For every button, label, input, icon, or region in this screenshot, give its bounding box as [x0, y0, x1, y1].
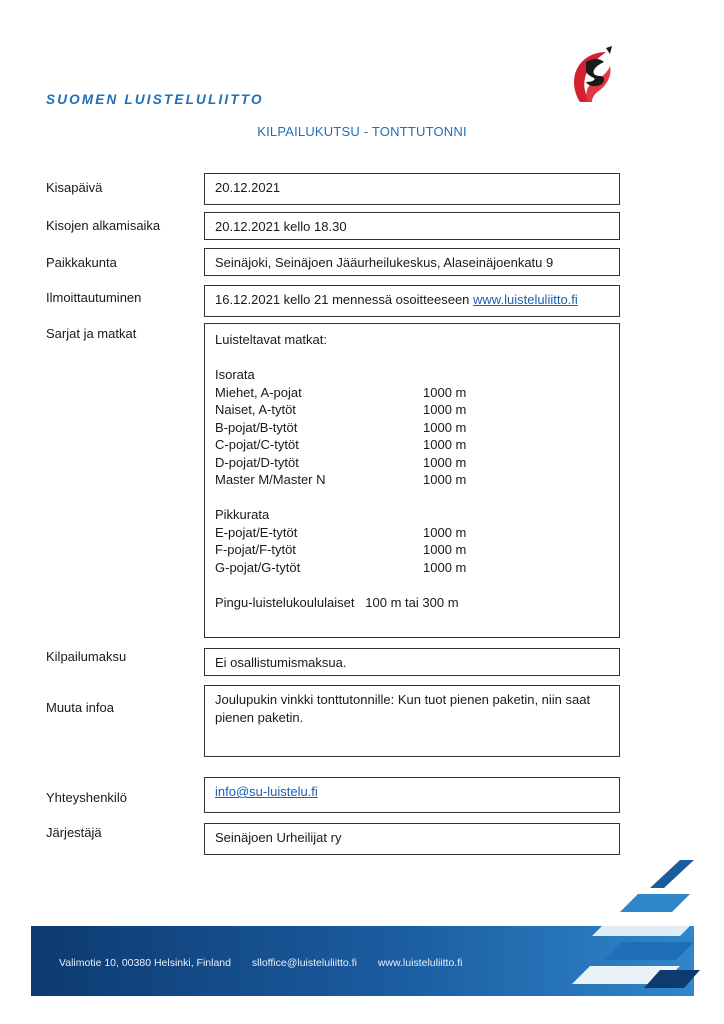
series-row: C-pojat/C-tytöt 1000 m [215, 437, 467, 452]
document-title: KILPAILUKUTSU - TONTTUTONNI [257, 124, 467, 139]
info-label: Muuta infoa [46, 700, 114, 715]
small-track-title: Pikkurata [215, 507, 270, 522]
info-value: Joulupukin vinkki tonttutonnille: Kun tuot pienen paketin, niin saat pienen paketin. [204, 685, 620, 757]
footer-email: slloffice@luisteluliitto.fi [251, 957, 357, 969]
series-row: Miehet, A-pojat 1000 m [215, 384, 467, 400]
contact-label: Yhteyshenkilö [46, 790, 127, 805]
skating-federation-logo [566, 44, 620, 106]
footer-address: Valimotie 10, 00380 Helsinki, Finland [59, 957, 231, 969]
decorative-stripes [560, 858, 700, 998]
organizer-label: Järjestäjä [46, 825, 102, 840]
series-row: Master M/Master N 1000 m [215, 472, 467, 487]
footer-contact [59, 957, 480, 969]
location-label: Paikkakunta [46, 255, 117, 270]
registration-link[interactable]: www.luisteluliitto.fi [473, 292, 578, 307]
location-value: Seinäjoki, Seinäjoen Jääurheilukeskus, Alaseinäjoenkatu 9 [204, 248, 620, 276]
footer-web: www.luisteluliitto.fi [377, 957, 463, 969]
series-row: D-pojat/D-tytöt 1000 m [215, 454, 467, 470]
brand-name: SUOMEN LUISTELULIITTO [46, 92, 264, 107]
series-row: G-pojat/G-tytöt 1000 m [215, 559, 467, 575]
pingu-row: Pingu-luistelukoululaiset 100 m tai 300 m [215, 594, 459, 610]
series-row: E-pojat/E-tytöt 1000 m [215, 524, 467, 540]
fee-label: Kilpailumaksu [46, 649, 127, 664]
series-label: Sarjat ja matkat [46, 326, 137, 341]
start-time-value: 20.12.2021 kello 18.30 [204, 212, 620, 240]
series-row: B-pojat/B-tytöt 1000 m [215, 419, 467, 435]
contact-value [204, 777, 620, 813]
start-time-label: Kisojen alkamisaika [46, 218, 161, 233]
series-intro: Luisteltavat matkat: [215, 332, 327, 347]
series-row: F-pojat/F-tytöt 1000 m [215, 542, 467, 557]
fee-value: Ei osallistumismaksua. [204, 648, 620, 676]
organizer-value: Seinäjoen Urheilijat ry [204, 823, 620, 855]
registration-label: Ilmoittautuminen [46, 290, 142, 305]
date-value: 20.12.2021 [204, 173, 620, 205]
registration-value [204, 285, 620, 317]
series-box [204, 323, 620, 638]
series-row: Naiset, A-tytöt 1000 m [215, 402, 467, 417]
registration-text: 16.12.2021 kello 21 mennessä osoitteeseen [215, 292, 474, 307]
date-label: Kisapäivä [46, 180, 103, 195]
big-track-title: Isorata [215, 367, 255, 382]
contact-email-link[interactable]: info@su-luistelu.fi [215, 784, 318, 799]
